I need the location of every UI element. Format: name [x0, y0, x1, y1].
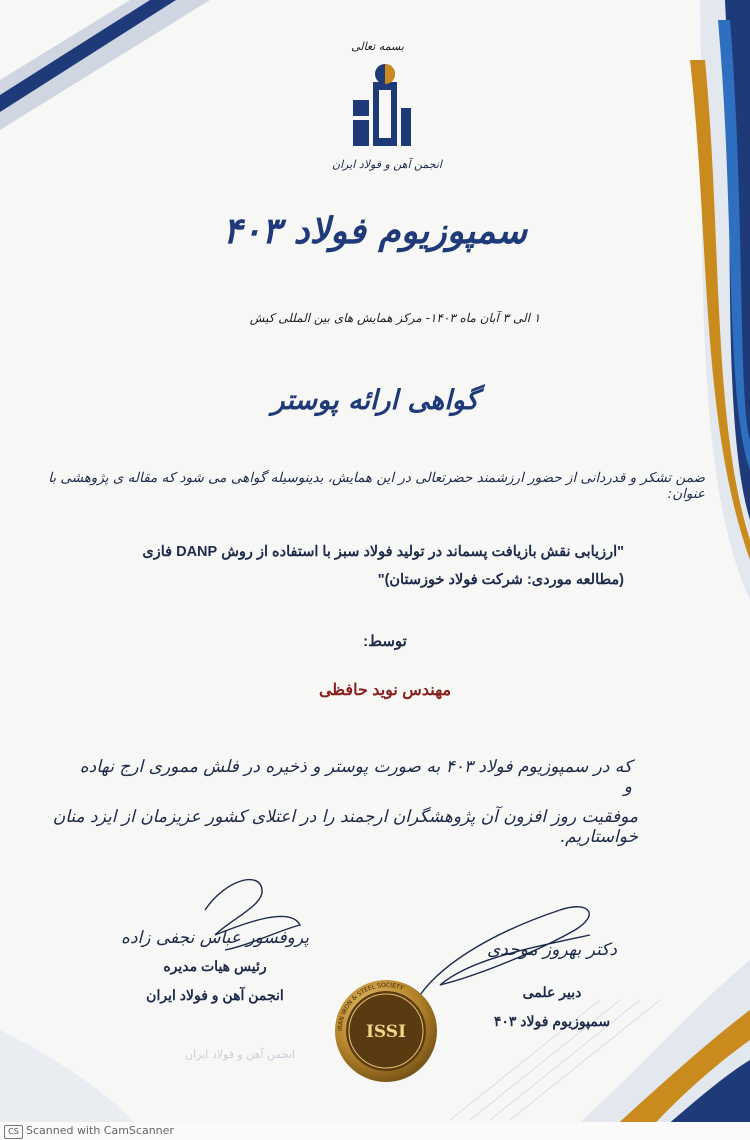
paper-title-line-1: "ارزیابی نقش بازیافت پسماند در تولید فولاد سبز با استفاده از روش DANP فازی	[142, 544, 624, 560]
scanner-text: Scanned with CamScanner	[26, 1124, 174, 1137]
signature-block-chairman	[120, 928, 310, 1004]
certificate-intro: ضمن تشکر و قدردانی از حضور ارزشمند حضرتعالی در این همایش، بدینوسیله گواهی می شود که مقاله ی پژوهشی با عنوان:	[48, 470, 705, 502]
signature-block-secretary	[472, 940, 632, 1030]
seal-text: ISSI	[365, 1022, 407, 1042]
scanner-footer	[0, 1122, 750, 1140]
faded-org-watermark: انجمن آهن و فولاد ایران	[185, 1048, 295, 1061]
issi-gold-seal-icon	[333, 978, 439, 1084]
secretary-role: دبیر علمی	[522, 984, 582, 1000]
secretary-name: دکتر بهروز موحدی	[487, 940, 617, 960]
chairman-role: رئیس هیات مدیره	[163, 958, 267, 974]
author-name: مهندس نوید حافظی	[318, 682, 452, 699]
secretary-organization: سمپوزیوم فولاد ۴۰۳	[493, 1013, 611, 1029]
paper-title-line-2: (مطالعه موردی: شرکت فولاد خوزستان)"	[377, 572, 624, 588]
by-label: توسط:	[363, 633, 407, 650]
closing-line-2: موفقیت روز افزون آن پژوهشگران ارجمند را در اعتلای کشور عزیزمان از ایزد منان خواستاریم.	[52, 807, 638, 847]
bismillah-text: بسمه تعالی	[351, 40, 404, 53]
event-subtitle: ۱ الی ۳ آبان ماه ۱۴۰۳- مرکز همایش های بین المللی کیش	[249, 311, 541, 325]
camscanner-badge-icon: CS	[4, 1125, 23, 1139]
event-title: سمپوزیوم فولاد ۴۰۳	[222, 210, 528, 252]
seal-ring-text: IRAN IRON & STEEL SOCIETY	[336, 981, 405, 1032]
closing-line-1: که در سمپوزیوم فولاد ۴۰۳ به صورت پوستر و ذخیره در فلش مموری ارج نهاده و	[79, 757, 632, 797]
organization-name: انجمن آهن و فولاد ایران	[332, 158, 442, 171]
certificate-title: گواهی ارائه پوستر	[271, 385, 479, 416]
chairman-name: پروفسور عباس نجفی زاده	[121, 928, 309, 948]
chairman-organization: انجمن آهن و فولاد ایران	[146, 987, 284, 1003]
